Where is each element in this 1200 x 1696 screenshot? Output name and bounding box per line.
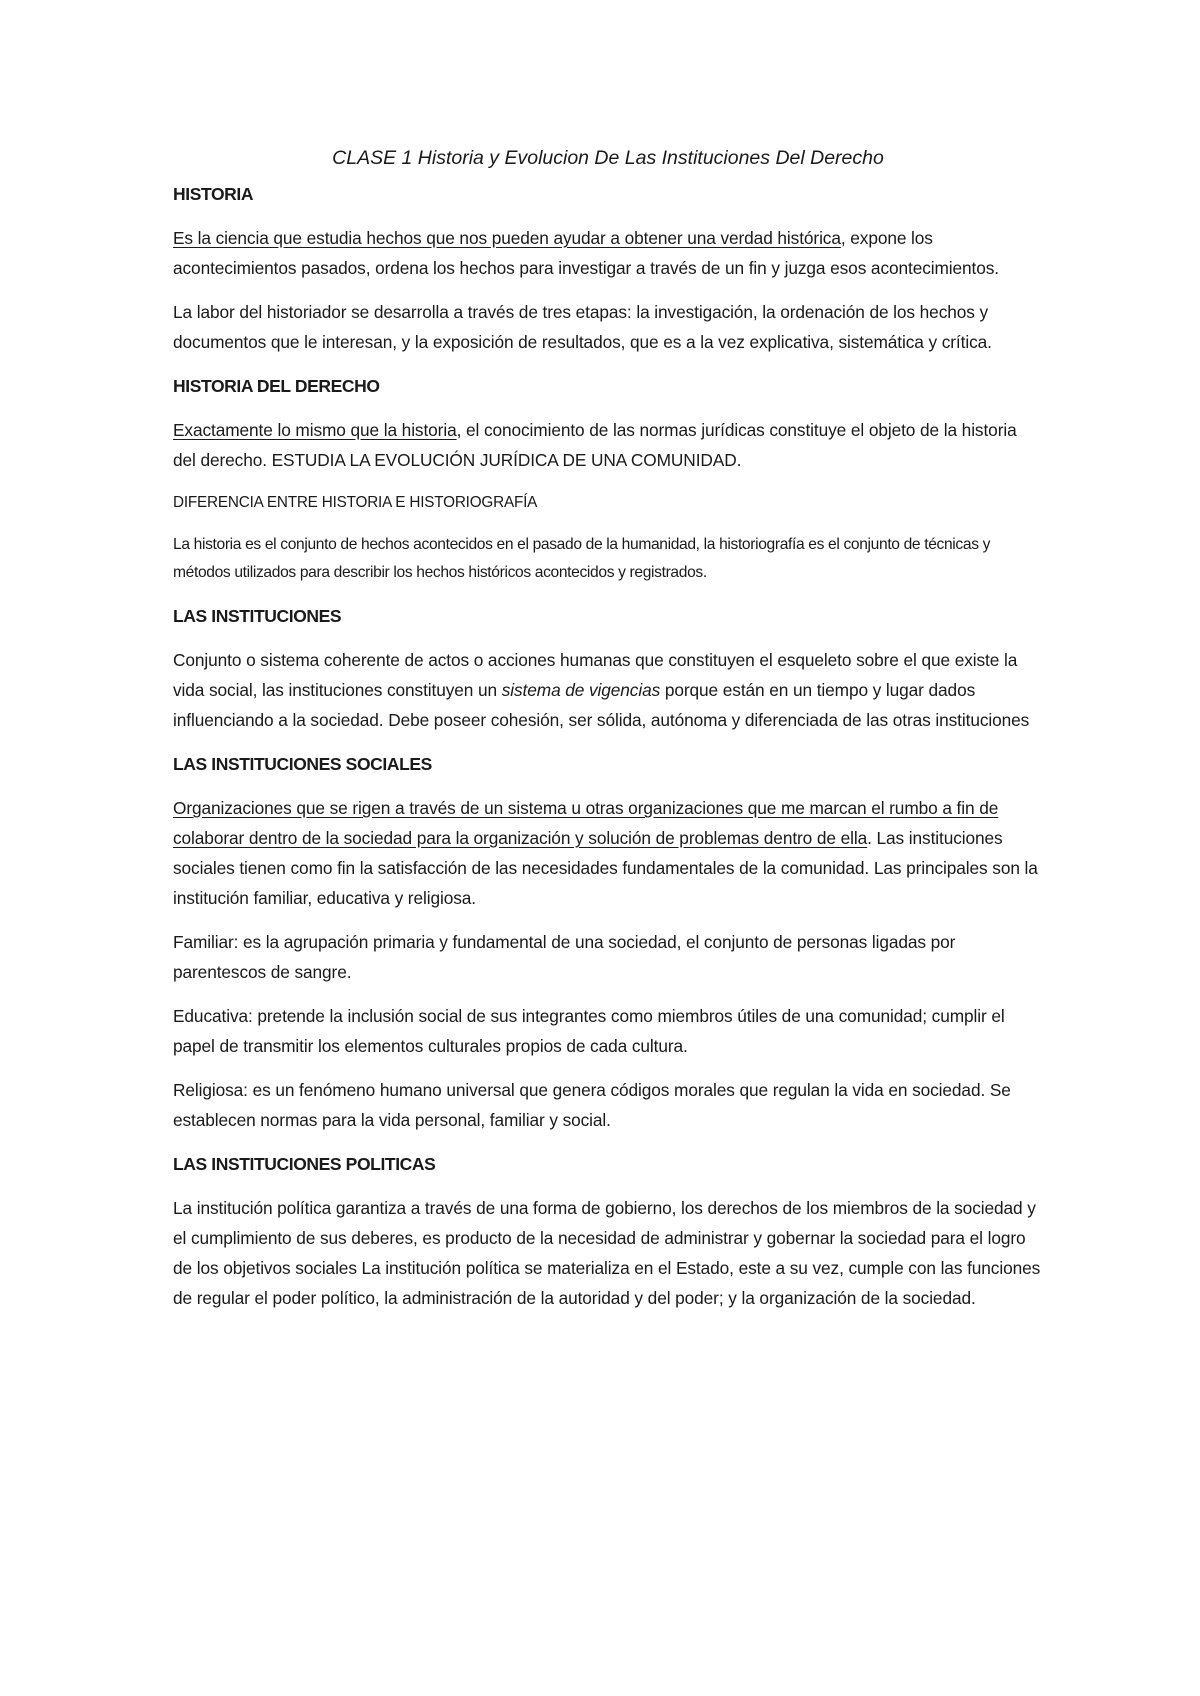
- heading-historia: HISTORIA: [173, 184, 254, 204]
- underlined-text: Es la ciencia que estudia hechos que nos pueden ayudar a obtener una verdad histórica: [173, 228, 841, 248]
- heading-instituciones-politicas: LAS INSTITUCIONES POLITICAS: [173, 1154, 436, 1174]
- underlined-text: Organizaciones que se rigen a través de un sistema u otras organizaciones que me marcan el rumbo a fin de colaborar dentro de la sociedad para la organización y solución de problemas dentro de ella: [173, 798, 999, 848]
- paragraph-text: , expone los acontecimientos pasados, ordena los hechos para investigar a través de un fin y juzga esos acontecimientos.: [173, 228, 1000, 278]
- heading-instituciones-sociales: LAS INSTITUCIONES SOCIALES: [173, 754, 432, 774]
- paragraph-historiador: La labor del historiador se desarrolla a través de tres etapas: la investigación, la ordenación de los hechos y documentos que le interesan, y la exposición de resultados, que es a la vez explicativa, sistemática y crítica.: [173, 302, 992, 352]
- paragraph-text: porque están en un tiempo y lugar dados influenciando a la sociedad. Debe poseer cohesión, ser sólida, autónoma y diferenciada de las otras instituciones: [173, 680, 1030, 730]
- paragraph-instituciones-definition: [173, 645, 1043, 735]
- heading-historia-del-derecho: HISTORIA DEL DERECHO: [173, 376, 380, 396]
- document-body: [173, 143, 1043, 1327]
- paragraph-text: , el conocimiento de las normas jurídicas constituye el objeto de la historia del derecho. ESTUDIA LA EVOLUCIÓN JURÍDICA DE UNA COMUNIDAD.: [173, 420, 1017, 470]
- paragraph-historia-definition: [173, 223, 1043, 283]
- paragraph-historia-derecho-definition: [173, 415, 1043, 475]
- paragraph-religiosa: Religiosa: es un fenómeno humano universal que genera códigos morales que regulan la vida en sociedad. Se establecen normas para la vida personal, familiar y social.: [173, 1080, 1011, 1130]
- paragraph-historiografia: La historia es el conjunto de hechos acontecidos en el pasado de la humanidad, la historiografía es el conjunto de técnicas y métodos utilizados para describir los hechos históricos acontecidos y registrados.: [173, 536, 991, 581]
- paragraph-text: . Las instituciones sociales tienen como fin la satisfacción de las necesidades fundamentales de la comunidad. Las principales son la institución familiar, educativa y religiosa.: [173, 828, 1038, 908]
- heading-instituciones: LAS INSTITUCIONES: [173, 606, 342, 626]
- underlined-text: Exactamente lo mismo que la historia: [173, 420, 457, 440]
- italic-text: sistema de vigencias: [501, 680, 661, 700]
- paragraph-instituciones-sociales-definition: [173, 793, 1043, 913]
- paragraph-familiar: Familiar: es la agrupación primaria y fundamental de una sociedad, el conjunto de personas ligadas por parentescos de sangre.: [173, 932, 956, 982]
- subheading-diferencia: DIFERENCIA ENTRE HISTORIA E HISTORIOGRAFÍA: [173, 494, 538, 511]
- page-title: CLASE 1 Historia y Evolucion De Las Instituciones Del Derecho: [332, 147, 884, 169]
- paragraph-instituciones-politicas: La institución política garantiza a través de una forma de gobierno, los derechos de los miembros de la sociedad y el cumplimiento de sus deberes, es producto de la necesidad de administrar y gobernar la sociedad para el logro de los objetivos sociales La institución política se materializa en el Estado, este a su vez, cumple con las funciones de regular el poder político, la administración de la autoridad y del poder; y la organización de la sociedad.: [173, 1198, 1041, 1308]
- paragraph-educativa: Educativa: pretende la inclusión social de sus integrantes como miembros útiles de una comunidad; cumplir el papel de transmitir los elementos culturales propios de cada cultura.: [173, 1006, 1005, 1056]
- paragraph-text: Conjunto o sistema coherente de actos o acciones humanas que constituyen el esqueleto sobre el que existe la vida social, las instituciones constituyen un: [173, 650, 1018, 700]
